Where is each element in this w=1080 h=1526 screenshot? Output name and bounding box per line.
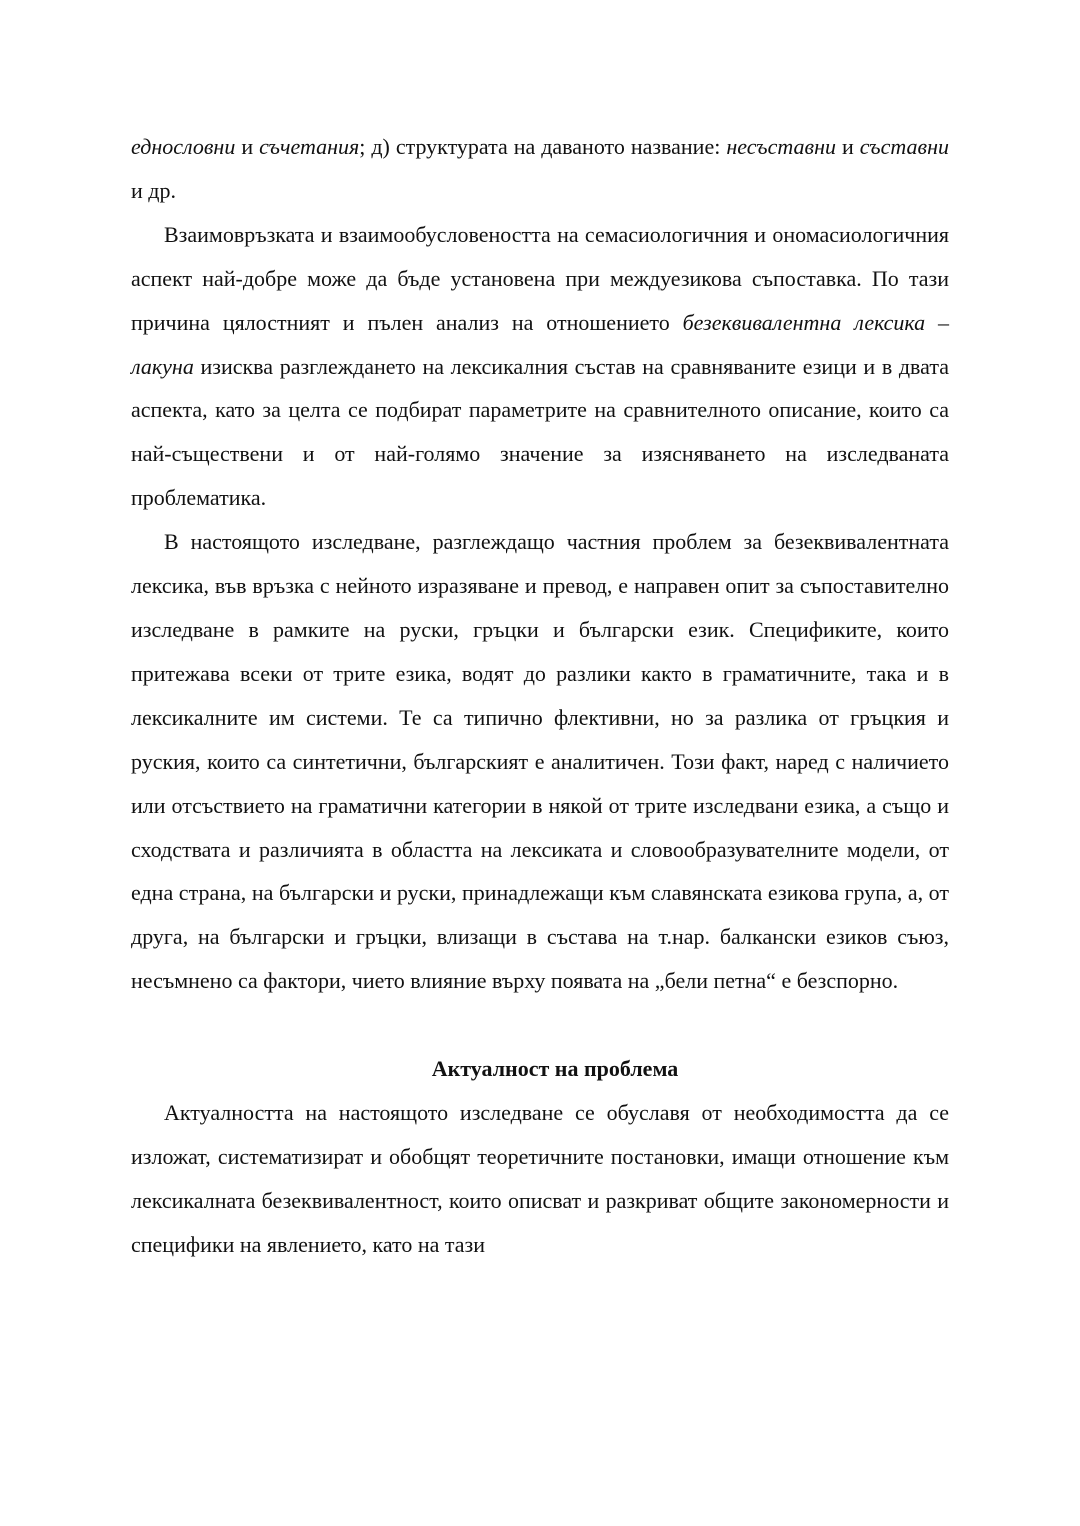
text-span: и [835, 134, 860, 159]
section-heading: Актуалност на проблема [431, 1056, 679, 1082]
term-italic: безеквивалентна лексика – лакуна [131, 309, 949, 379]
paragraph-present-study: В настоящото изследване, разглеждащо частния проблем за безеквивалентната лексика, във връзка с нейното изразяване и превод, е направен опит за съпоставително изследване в рамките на руски, гръцки и български език. Спецификите, които притежава всеки от трите езика, водят до разлики както в граматичните, така и в лексикалните им системи. Те са типично флективни, но за разлика от гръцкия и руския, които са синтетични, българският е аналитичен. Този факт, наред с наличието или отсъствието на граматични категории в някой от трите изследвани езика, а също и сходствата и различията в областта на лексиката и словообразувателните модели, от една страна, на български и руски, принадлежащи към славянската езикова група, а, от друга, на български и гръцки, влизащи в състава на т.нар. балкански езиков съюз, несъмнено са фактори, чието влияние върху появата на „бели петна“ е безспорно. [131, 529, 949, 994]
term-italic: несъставни [726, 134, 836, 159]
text-span: ; д) структурата на даваното название: [359, 134, 727, 159]
text-span: и [235, 134, 260, 159]
term-italic: еднословни [131, 134, 236, 159]
paragraph-interrelation [131, 213, 949, 520]
term-italic: съчетания [259, 134, 360, 159]
paragraph-relevance: Актуалността на настоящото изследване се обуславя от необходимостта да се изложат, систематизират и обобщят теоретичните постановки, имащи отношение към лексикалната безеквивалентност, които описват и разкриват общите закономерности и специфики на явлението, като на тази [131, 1100, 949, 1257]
document-page [131, 125, 949, 1267]
paragraph-continuation [131, 125, 949, 213]
text-span: изисква разглеждането на лексикалния състав на сравняваните езици и в двата аспекта, като за целта се подбират параметрите на сравнителното описание, които са най-съществени и от най-голямо значение за изясняването на изследваната проблематика. [131, 353, 949, 511]
term-italic: съставни [859, 134, 949, 159]
text-span: Взаимовръзката и взаимообусловеността на семасиологичния и ономасиологичния аспект най-добре може да бъде установена при междуезикова съпоставка. По тази причина цялостният и пълен анализ на отношението [131, 221, 949, 335]
text-span: и др. [131, 177, 176, 203]
